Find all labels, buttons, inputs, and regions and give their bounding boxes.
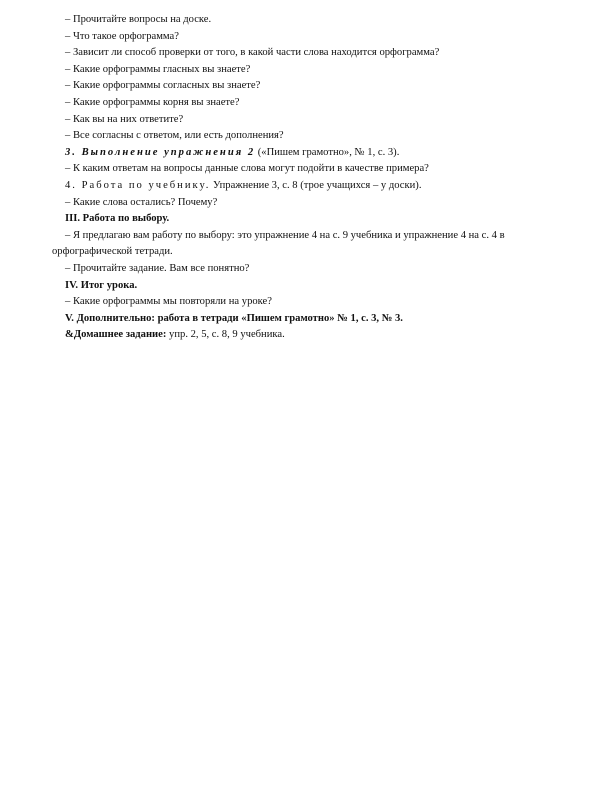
textbook-label: 4. Работа по учебнику. — [65, 179, 211, 191]
text-line: – Прочитайте задание. Вам все понятно? — [65, 262, 250, 274]
text-line: – Какие орфограммы мы повторяли на уроке? — [65, 296, 272, 308]
text-line: – Какие орфограммы гласных вы знаете? — [65, 63, 251, 75]
section-heading: V. Дополнительно: работа в тетради «Пишем грамотно» № 1, с. 3, № 3. — [65, 312, 403, 324]
lesson-text — [52, 12, 567, 344]
homework-rest: упр. 2, 5, с. 8, 9 учебника. — [166, 329, 285, 341]
text-line: – Что такое орфограмма? — [65, 30, 179, 42]
exercise-label: 3. Выполнение упражнения 2 — [65, 146, 256, 158]
exercise-line — [52, 145, 567, 162]
text-line: – Зависит ли способ проверки от того, в какой части слова находится орфограмма? — [65, 47, 440, 59]
text-line: – Какие орфограммы корня вы знаете? — [65, 96, 240, 108]
text-line: – Какие слова остались? Почему? — [65, 196, 218, 208]
text-line: – К каким ответам на вопросы данные слова могут подойти в качестве примера? — [65, 163, 429, 175]
text-line: – Какие орфограммы согласных вы знаете? — [65, 80, 261, 92]
textbook-rest: Упражнение 3, с. 8 (трое учащихся – у доски). — [210, 179, 422, 191]
choice-paragraph: – Я предлагаю вам работу по выбору: это упражнение 4 на с. 9 учебника и упражнение 4 на с. 4 в орфографической тетради. — [52, 229, 505, 258]
textbook-line — [52, 178, 567, 195]
exercise-rest: («Пишем грамотно», № 1, с. 3). — [255, 146, 400, 158]
section-heading: III. Работа по выбору. — [65, 213, 170, 225]
text-line: – Как вы на них ответите? — [65, 113, 184, 125]
text-line: – Прочитайте вопросы на доске. — [65, 14, 212, 25]
homework-label: &Домашнее задание: — [65, 329, 167, 341]
homework-line — [52, 327, 567, 344]
section-heading: IV. Итог урока. — [65, 279, 138, 291]
text-line: – Все согласны с ответом, или есть дополнения? — [65, 130, 284, 142]
